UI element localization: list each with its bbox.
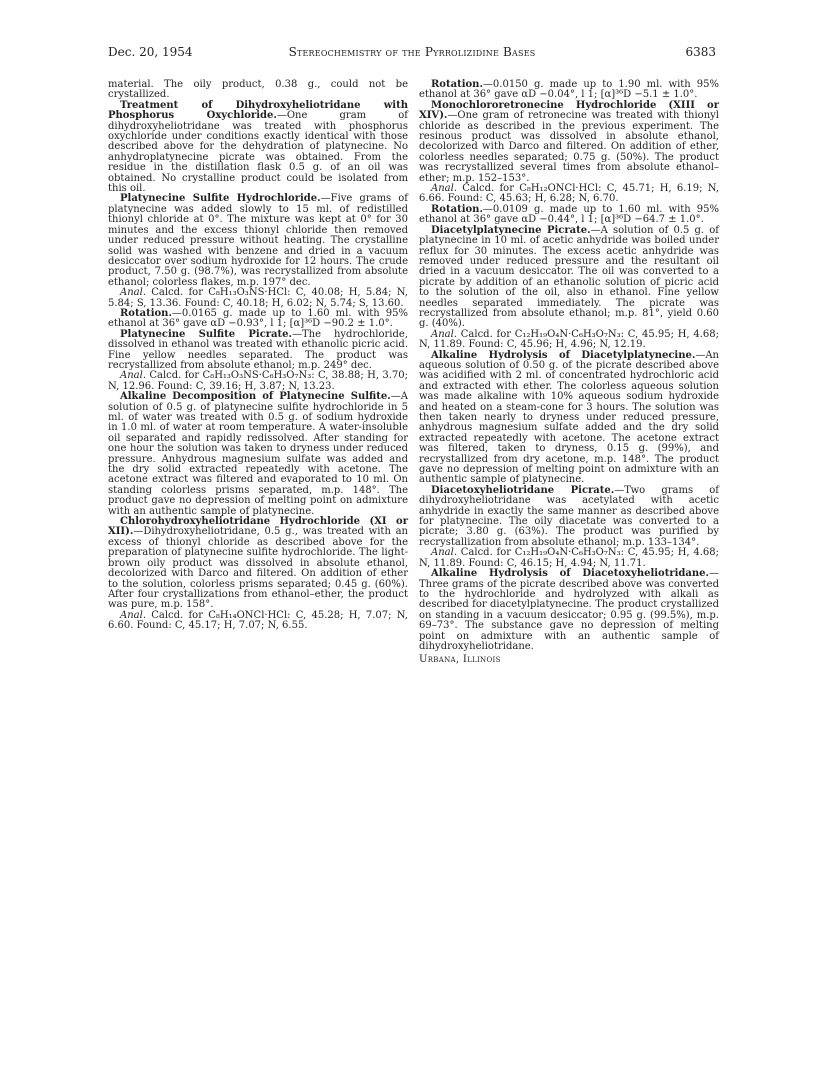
- paragraph: Diacetylplatynecine Picrate.—A solution of 0.5 g. of platynecine in 10 ml. of acetic anhydride was boiled under reflux for 30 minutes. The excess acetic anhydride was removed under reduced pressure and the resultant oil dried in a vacuum desiccator. The oil was converted to a picrate by addition of an ethanolic solution of picric acid to the solution of the oil, also in ethanol. Fine yellow needles separated immediately. The picrate was recrystallized from absolute ethanol; m.p. 81°, yield 0.60 g. (40%).: [419, 224, 719, 330]
- section-heading: Diacetylplatynecine Picrate.: [431, 224, 591, 236]
- paragraph: Alkaline Decomposition of Platynecine Sulfite.—A solution of 0.5 g. of platynecine sulfite hydrochloride in 5 ml. of water was treated with 0.5 g. of sodium hydroxide in 1.0 ml. of water at room temperature. A water-insoluble oil separated and rapidly redissolved. After standing for one hour the solution was taken to dryness under reduced pressure. Anhydrous magnesium sulfate was added and the dry solid extracted repeatedly with acetone. The acetone extract was filtered and evaporated to 10 ml. On standing colorless prisms separated, m.p. 148°. The product gave no depression of melting point on admixture with an authentic sample of platynecine.: [108, 391, 408, 517]
- section-heading: Platynecine Sulfite Hydrochloride.: [120, 193, 321, 205]
- section-heading: Rotation.: [431, 203, 483, 215]
- section-heading: Rotation.: [120, 307, 172, 319]
- section-heading: Diacetoxyheliotridane Picrate.: [431, 484, 615, 496]
- section-heading: Alkaline Hydrolysis of Diacetoxyheliotridane.: [431, 568, 709, 580]
- analysis-paragraph: Anal. Calcd. for C₈H₁₃O₃NS·HCl: C, 40.08; H, 5.84; N, 5.84; S, 13.36. Found: C, 40.18; H, 6.02; N, 5.74; S, 13.60.: [108, 287, 408, 309]
- analysis-paragraph: Anal. Calcd. for C₈H₁₂ONCl·HCl: C, 45.71; H, 6.19; N, 6.66. Found: C, 45.63; H, 6.28; N, 6.70.: [419, 183, 719, 205]
- right-column: [419, 80, 719, 666]
- paragraph: Treatment of Dihydroxyheliotridane with Phosphorus Oxychloride.—One gram of dihydroxyheliotridane was treated with phosphorus oxychloride under conditions exactly identical with those described above for the dehydration of platynecine. No anhydroplatynecine picrate was obtained. From the residue in the distillation flask 0.5 g. of an oil was obtained. No crystalline product could be isolated from this oil.: [108, 99, 409, 195]
- running-header: [108, 45, 716, 61]
- paragraph: Diacetoxyheliotridane Picrate.—Two grams of dihydroxyheliotridane was acetylated with acetic anhydride in exactly the same manner as described above for platynecine. The oily diacetate was converted to a picrate; 3.80 g. (63%). The product was purified by recrystallization from absolute ethanol; m.p. 133–134°.: [419, 484, 719, 548]
- analysis-paragraph: Anal. Calcd. for C₁₂H₁₉O₄N·C₆H₃O₇N₃: C, 45.95; H, 4.68; N, 11.89. Found: C, 46.15; H, 4.94; N, 11.71.: [419, 547, 719, 569]
- section-heading: Platynecine Sulfite Picrate.: [120, 328, 292, 340]
- paragraph: Alkaline Hydrolysis of Diacetoxyheliotridane.—Three grams of the picrate described above was converted to the hydrochloride and hydrolyzed with alkali as described for diacetylplatynecine. The product crystallized on standing in a vacuum desiccator; 0.95 g. (99.5%), m.p. 69–73°. The substance gave no depression of melting point on admixture with an authentic sample of dihydroxyheliotridane.: [419, 568, 719, 652]
- paragraph: Monochlororetronecine Hydrochloride (XIII or XIV).—One gram of retronecine was treated with thionyl chloride as described in the previous experiment. The resinous product was dissolved in absolute ethanol, decolorized with Darco and filtered. On addition of ether, colorless needles separated; 0.75 g. (50%). The product was recrystallized several times from absolute ethanol–ether; m.p. 152–153°.: [419, 99, 719, 184]
- paragraph: Chlorohydroxyheliotridane Hydrochloride (XI or XII).—Dihydroxyheliotridane, 0.5 g., was treated with an excess of thionyl chloride as described above for the preparation of platynecine sulfite hydrochloride. The light-brown oily product was dissolved in absolute ethanol, decolorized with Darco and filtered. On addition of ether to the solution, colorless prisms separated; 0.45 g. (60%). After four crystallizations from ethanol–ether, the product was pure, m.p. 158°.: [108, 516, 408, 611]
- section-heading: Chlorohydroxyheliotridane Hydrochloride (XI or XII).: [108, 516, 408, 538]
- paragraph: Rotation.—0.0165 g. made up to 1.60 ml. with 95% ethanol at 36° gave αD −0.93°, l 1; [α]³⁶D −90.2 ± 1.0°.: [108, 307, 408, 330]
- section-heading: Rotation.: [431, 79, 483, 90]
- header-title: Stereochemistry of the Pyrrolizidine Bases: [288, 45, 536, 59]
- analysis-paragraph: Anal. Calcd. for C₁₂H₁₉O₄N·C₆H₃O₇N₃: C, 45.95; H, 4.68; N, 11.89. Found: C, 45.96; H, 4.96; N, 12.19.: [419, 328, 719, 351]
- section-heading: Alkaline Decomposition of Platynecine Sulfite.: [120, 391, 391, 403]
- paragraph: Rotation.—0.0150 g. made up to 1.90 ml. with 95% ethanol at 36° gave αD −0.04°, l 1; [α]³⁶D −5.1 ± 1.0°.: [419, 79, 719, 101]
- section-heading: Treatment of Dihydroxyheliotridane with Phosphorus Oxychloride.: [108, 99, 408, 122]
- analysis-paragraph: Anal. Calcd. for C₈H₁₄ONCl·HCl: C, 45.28; H, 7.07; N, 6.60. Found: C, 45.17; H, 7.07; N, 6.55.: [108, 609, 408, 632]
- left-column: [108, 80, 408, 632]
- paragraph: Platynecine Sulfite Hydrochloride.—Five grams of platynecine was added slowly to 15 ml. of redistilled thionyl chloride at 0°. The mixture was kept at 0° for 30 minutes and the excess thionyl chloride then removed under reduced pressure without heating. The crystalline solid was washed with benzene and dried in a vacuum desiccator over sodium hydroxide for 12 hours. The crude product, 7.50 g. (98.7%), was recrystallized from absolute ethanol; colorless flakes, m.p. 197° dec.: [108, 193, 409, 288]
- header-date: Dec. 20, 1954: [108, 45, 193, 59]
- paragraph: Rotation.—0.0109 g. made up to 1.60 ml. with 95% ethanol at 36° gave αD −0.44°, l 1; [α]³⁶D −64.7 ± 1.0°.: [419, 203, 719, 226]
- page-number: 6383: [685, 45, 716, 59]
- analysis-paragraph: Anal. Calcd. for C₈H₁₃O₃NS·C₆H₃O₇N₃: C, 38.88; H, 3.70; N, 12.96. Found: C, 39.16; H, 3.87; N, 13.23.: [108, 370, 408, 392]
- section-heading: Alkaline Hydrolysis of Diacetylplatynecine.: [431, 349, 696, 361]
- section-heading: Monochlororetronecine Hydrochloride (XIII or XIV).: [419, 99, 719, 122]
- paragraph: Platynecine Sulfite Picrate.—The hydrochloride, dissolved in ethanol was treated with ethanolic picric acid. Fine yellow needles separated. The product was recrystallized from absolute ethanol; m.p. 249° dec.: [108, 328, 408, 371]
- paragraph: material. The oily product, 0.38 g., could not be crystallized.: [108, 79, 408, 101]
- affiliation-signature: Urbana, Illinois: [419, 654, 501, 666]
- paragraph: Alkaline Hydrolysis of Diacetylplatynecine.—An aqueous solution of 0.50 g. of the picrate described above was acidified with 2 ml. of concentrated hydrochloric acid and extracted with ether. The colorless aqueous solution was made alkaline with 10% aqueous sodium hydroxide and heated on a steam-cone for 3 hours. The solution was then taken nearly to dryness under reduced pressure, anhydrous magnesium sulfate added and the dry solid extracted repeatedly with acetone. The acetone extract was filtered, taken to dryness, 0.15 g. (99%), and recrystallized from dry acetone, m.p. 148°. The product gave no depression of melting point on admixture with an authentic sample of platynecine.: [419, 349, 719, 486]
